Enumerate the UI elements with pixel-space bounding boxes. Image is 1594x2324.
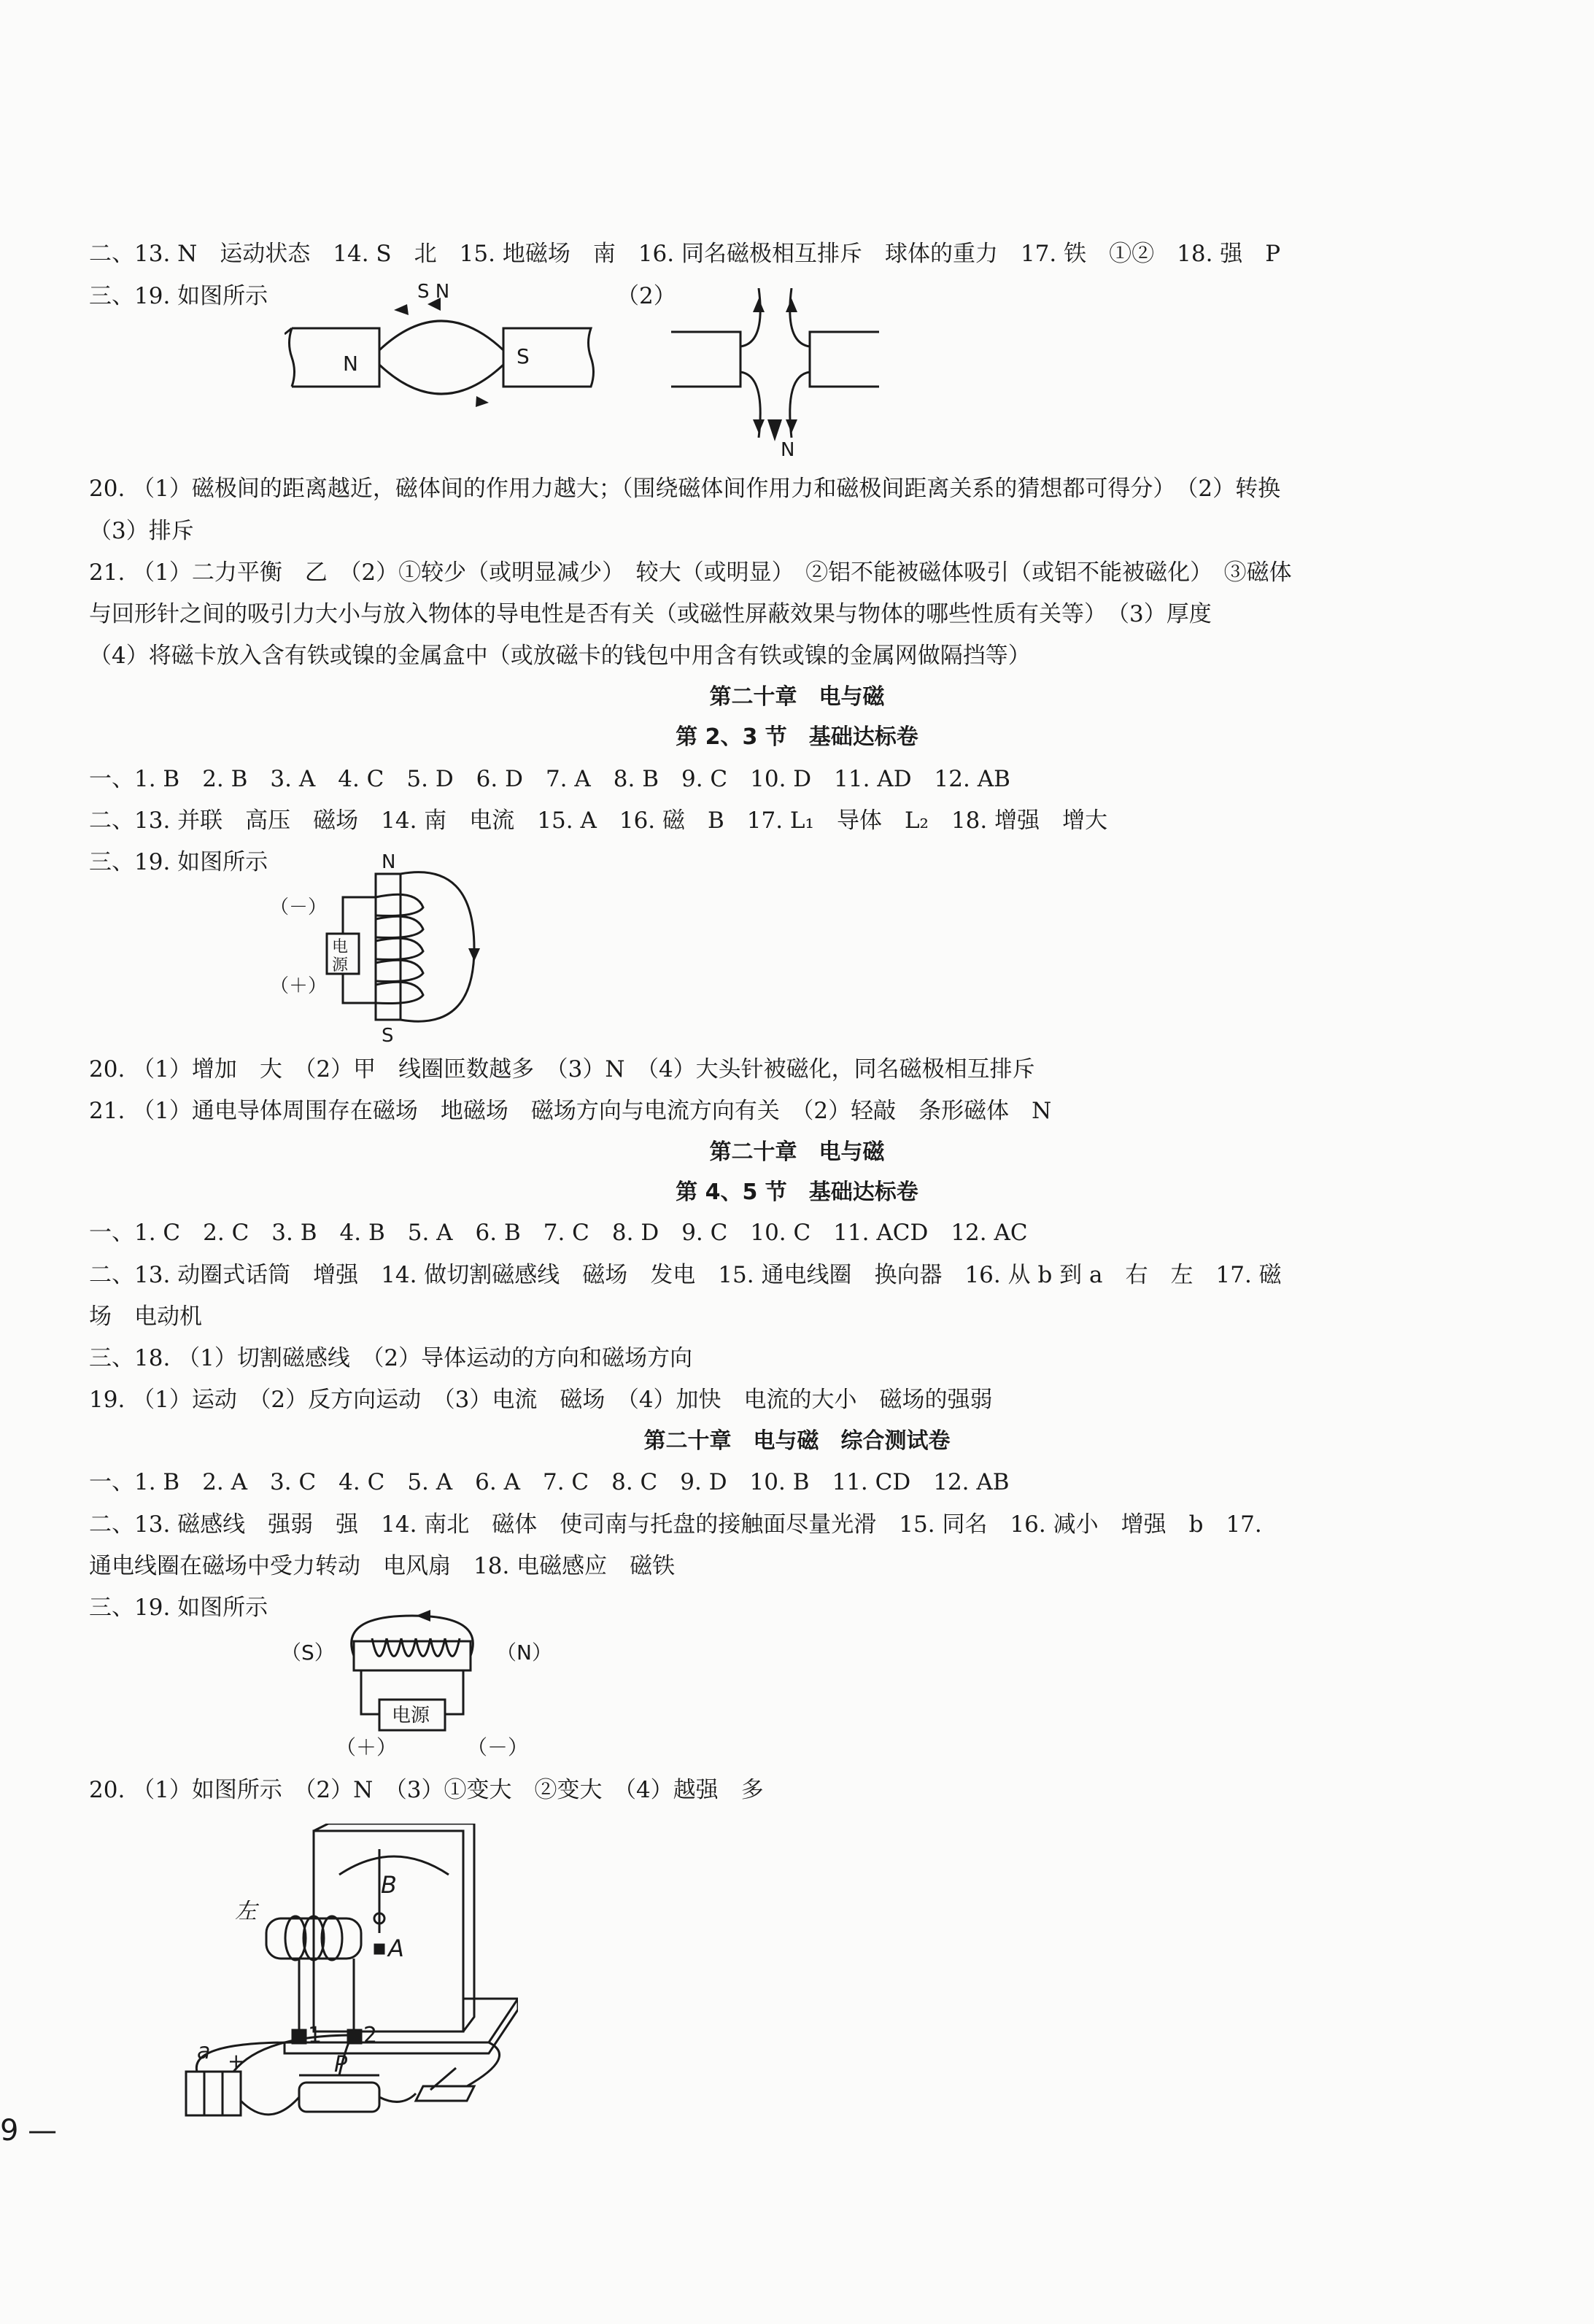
electromagnet-figure-1 [270,846,489,1047]
answer-line: 二、13. 磁感线 强弱 强 14. 南北 磁体 使司南与托盘的接触面尽量光滑 15. 同名 16. 减小 增强 b 17. [89,1511,1262,1538]
pole-label-s: （S） [281,1641,335,1665]
terminal-plus: （＋） [336,1735,398,1759]
section-heading: 第 4、5 节 基础达标卷 [676,1180,918,1205]
answer-line: 20. （1）增加 大 （2）甲 线圈匝数越多 （3）N （4）大头针被磁化，同名磁极相互排斥 [89,1056,1035,1082]
needle-label: S N [417,281,450,303]
section-heading: 第二十章 电与磁 综合测试卷 [643,1428,951,1454]
answer-line: 21. （1）通电导体周围存在磁场 地磁场 磁场方向与电流方向有关 （2）轻敲 条形磁体 N [89,1098,1052,1124]
answer-line: 21. （1）二力平衡 乙 （2）①较少（或明显减少） 较大（或明显） ②铝不能被磁体吸引（或铝不能被磁化） ③磁体 [89,559,1292,586]
section-heading: 第 2、3 节 基础达标卷 [676,724,918,750]
answer-line: 一、1. C 2. C 3. B 4. B 5. A 6. B 7. C 8. D 9. C 10. C 11. ACD 12. AC [89,1220,1028,1246]
chapter-heading: 第二十章 电与磁 [709,684,885,710]
answer-line: 一、1. B 2. A 3. C 4. C 5. A 6. A 7. C 8. C 9. D 10. B 11. CD 12. AB [89,1469,1010,1495]
answer-line: 三、19. 如图所示 [89,283,268,309]
terminal-2: 2 [363,2023,378,2048]
label-p: P [334,2052,348,2077]
electromagnet-figure-2 [281,1590,573,1765]
answer-line: 通电线圈在磁场中受力转动 电风扇 18. 电磁感应 磁铁 [89,1553,676,1579]
svg-text:源: 源 [332,956,349,975]
answer-line: 三、19. 如图所示 [89,1595,268,1621]
magnet-field-figure-1 [285,277,613,416]
answer-line: 三、18. （1）切割磁感线 （2）导体运动的方向和磁场方向 [89,1345,693,1371]
page-number: 9 — [0,2114,58,2147]
terminal-1: 1 [308,2023,322,2048]
answer-line: 二、13. N 运动状态 14. S 北 15. 地磁场 南 16. 同名磁极相互排斥 球体的重力 17. 铁 ①② 18. 强 P [89,241,1281,267]
needle-label: N [781,439,795,461]
label-left: 左 [235,1899,257,1924]
answer-line: 三、19. 如图所示 [89,849,268,875]
pole-label-s: S [382,1025,394,1047]
answer-line: 场 电动机 [89,1304,202,1330]
label-a-small: a [197,2039,211,2064]
pole-label-n: N [382,851,396,873]
magnet-field-figure-2 [671,288,890,463]
answer-line: 20. （1）磁极间的距离越近，磁体间的作用力越大；（围绕磁体间作用力和磁极间距离关系的猜想都可得分） （2）转换 [89,476,1281,502]
apparatus-figure [175,1824,518,2130]
pole-label-s: S [516,344,530,368]
pole-label-n: N [343,352,358,376]
battery-plus: + [228,2049,245,2073]
answer-line: 与回形针之间的吸引力大小与放入物体的导电性是否有关（或磁性屏蔽效果与物体的哪些性质有关等） （3）厚度 [89,601,1212,627]
chapter-heading: 第二十章 电与磁 [709,1139,885,1165]
pole-label-n: （N） [496,1641,552,1665]
answer-line: 二、13. 并联 高压 磁场 14. 南 电流 15. A 16. 磁 B 17. L₁ 导体 L₂ 18. 增强 增大 [89,807,1108,834]
label-b: B [381,1871,397,1899]
label-a: A [388,1934,404,1962]
terminal-plus: （＋） [270,975,328,997]
answer-line: 二、13. 动圈式话筒 增强 14. 做切割磁感线 磁场 发电 15. 通电线圈 换向器 16. 从 b 到 a 右 左 17. 磁 [89,1262,1282,1288]
answer-line: （2） [616,283,676,309]
answer-line: 一、1. B 2. B 3. A 4. C 5. D 6. D 7. A 8. B 9. C 10. D 11. AD 12. AB [89,766,1010,792]
answer-line: （3）排斥 [89,518,194,544]
answer-line: 20. （1）如图所示 （2）N （3）①变大 ②变大 （4）越强 多 [89,1777,764,1803]
answer-line: （4）将磁卡放入含有铁或镍的金属盒中（或放磁卡的钱包中用含有铁或镍的金属网做隔挡等） [89,643,1031,669]
answer-line: 19. （1）运动 （2）反方向运动 （3）电流 磁场 （4）加快 电流的大小 磁场的强弱 [89,1387,993,1413]
terminal-minus: （－） [270,896,328,918]
power-label: 电源 [392,1705,430,1727]
power-label: 电 [332,938,349,956]
terminal-minus: （－） [467,1735,529,1759]
